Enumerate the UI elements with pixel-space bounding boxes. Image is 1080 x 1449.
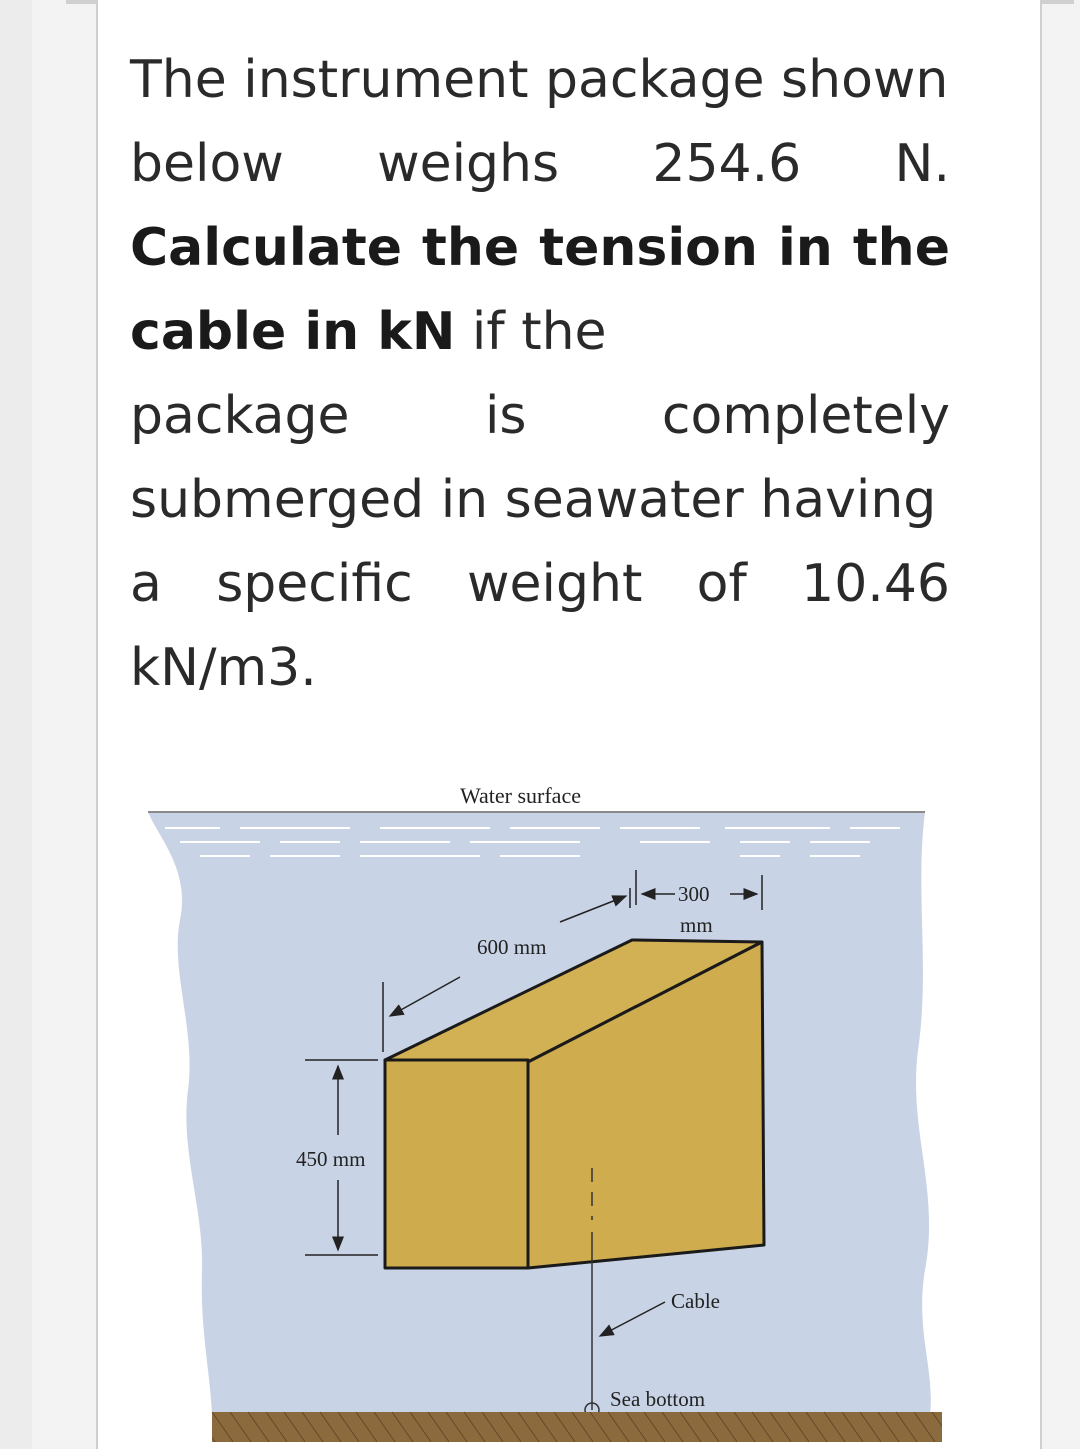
width-label-unit: mm <box>680 913 713 937</box>
question-line-6: submerged in seawater having <box>130 470 937 530</box>
word: N. <box>894 134 950 194</box>
word: is <box>484 386 527 446</box>
word: completely <box>661 386 950 446</box>
word: weighs <box>377 134 560 194</box>
height-label: 450 mm <box>296 1147 366 1171</box>
question-line-8: kN/m3. <box>130 638 317 698</box>
question-line-2 <box>130 122 950 206</box>
page-margin <box>0 0 32 1449</box>
question-line-5 <box>130 374 950 458</box>
box-front-face <box>385 1060 528 1268</box>
word: below <box>130 134 284 194</box>
sea-bottom <box>212 1412 942 1442</box>
word: 254.6 <box>652 134 802 194</box>
figure-svg <box>140 770 950 1449</box>
word: of <box>696 554 747 614</box>
word: tension <box>539 218 758 278</box>
word: 10.46 <box>801 554 950 614</box>
word: specific <box>216 554 413 614</box>
bold-phrase: cable in kN <box>130 302 456 362</box>
question-text <box>130 38 950 710</box>
word: Calculate <box>130 218 402 278</box>
question-line-4 <box>130 290 950 374</box>
question-line-3 <box>130 206 950 290</box>
question-line-1: The instrument package shown <box>130 50 949 110</box>
question-line-7 <box>130 542 950 626</box>
word: in <box>777 218 833 278</box>
word: weight <box>467 554 643 614</box>
word: the <box>852 218 950 278</box>
length-label: 600 mm <box>477 935 547 959</box>
word: the <box>422 218 520 278</box>
phrase: if the <box>455 302 607 362</box>
width-label-number: 300 <box>678 882 710 906</box>
instrument-package-figure <box>140 770 950 1449</box>
sea-bottom-label: Sea bottom <box>610 1387 706 1411</box>
cable-label: Cable <box>671 1289 720 1313</box>
water-surface-label: Water surface <box>460 783 581 808</box>
word: package <box>130 386 350 446</box>
word: a <box>130 554 162 614</box>
